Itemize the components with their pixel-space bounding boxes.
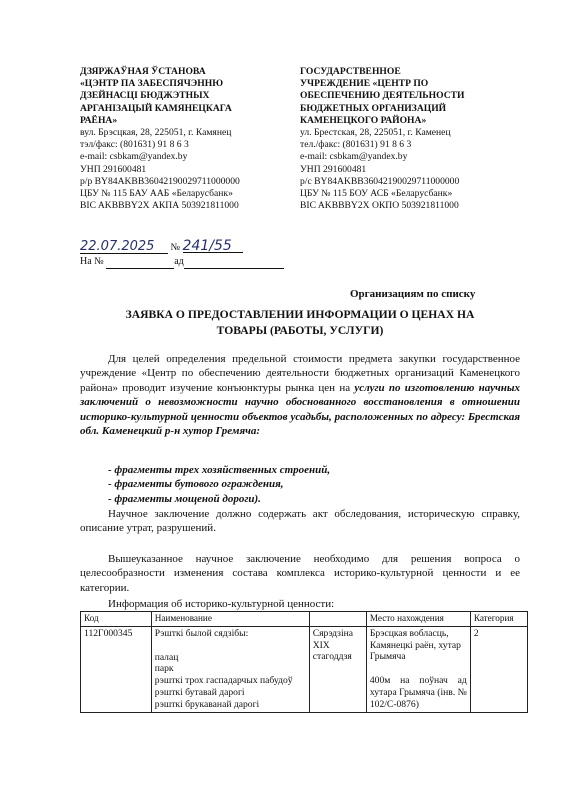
org-line: КАМЕНЕЦКОГО РАЙОНА» [300,114,427,126]
org-line: ОБЕСПЕЧЕНИЮ ДЕЯТЕЛЬНОСТИ [300,90,465,102]
org-line: ГОСУДАРСТВЕННОЕ [300,66,401,77]
table-caption: Информация об историко-культурной ценности: [108,598,335,610]
name-item: рэшткі трох гаспадарчых пабудоў [154,675,293,687]
table-header-row [81,612,528,627]
org-address-ru [300,127,515,212]
cell-category: 2 [470,626,527,712]
email-line: e-mail: csbkam@yandex.by [300,151,408,163]
reference-line [80,256,284,269]
header-code: Код [81,612,152,627]
name-item: рэшткі бутавай дарогі [154,686,245,698]
paragraph-purpose-of-conclusion: Вышеуказанное научное заключение необходимо для решения вопроса о целесообразности изменения состава комплекса историко-культурной ценности и ее категории. [80,553,520,594]
account-line: р/с BY84AKBB36042190029711000000 [300,175,460,187]
location-note: 400м на поўнач ад хутара Грымяча (інв. № 102/С-0876) [369,675,467,710]
cell-period: Сярэдзіна XIX стагоддзя [309,626,366,712]
unp-line: УНП 291600481 [80,163,147,175]
list-item: - фрагменты бутового ограждения, [108,478,284,491]
paragraph-purpose [80,352,520,438]
name-item: палац [154,651,179,663]
paragraph-requirements: Научное заключение должно содержать акт обследования, историческую справку, описание утрат, разрушений. [80,508,520,535]
registration-line [80,240,243,254]
title-line: ТОВАРЫ (РАБОТЫ, УСЛУГИ) [216,324,384,337]
name-item: парк [154,663,174,675]
title-line: ЗАЯВКА О ПРЕДОСТАВЛЕНИИ ИНФОРМАЦИИ О ЦЕНАХ НА [125,308,475,321]
list-item: - фрагменты мощеной дороги). [108,492,261,505]
reference-from-label: ад [174,256,184,267]
header-period [309,612,366,627]
org-address-by [80,127,285,212]
header-name: Наименование [151,612,309,627]
fragments-list [108,463,330,506]
heritage-info-table [80,611,528,713]
cell-code: 112Г000345 [81,626,152,712]
unp-line: УНП 291600481 [300,163,367,175]
header-left [80,66,285,212]
cell-name [151,626,309,712]
org-line: ДЗЯРЖАЎНАЯ ЎСТАНОВА [80,66,206,77]
bank-line: ЦБУ № 115 БАУ ААБ «Беларусбанк» [80,188,233,200]
org-line: БЮДЖЕТНЫХ ОРГАНИЗАЦИЙ [300,102,447,114]
document-title [80,307,520,339]
org-line: ДЗЕЙНАСЦІ БЮДЖЭТНЫХ [80,90,210,102]
bic-line: BIC AKBBBY2X АКПА 503921811000 [80,200,239,212]
address-line: ул. Брестская, 28, 225051, г. Каменец [300,127,451,139]
location-text: Брэсцкая вобласць, Камянецкі раён, хутар Грымяча [369,627,461,663]
registration-number: 241/55 [183,240,243,253]
account-line: р/р BY84AKBB36042190029711000000 [80,175,240,187]
number-label: № [170,242,181,253]
addressee: Организациям по списку [350,288,476,300]
paragraph-text: Для целей определения предельной стоимости предмета закупки государственное учреждение «Центр по обеспечению деятельности бюджетных организаций Каменецкого района» проводит изучение конъюнктуры рынка цен на [80,353,520,394]
registration-date: 22.07.2025 [80,241,168,254]
header-right [300,66,515,212]
reference-label: На № [80,256,104,267]
cell-location [366,626,470,712]
bank-line: ЦБУ № 115 БОУ АСБ «Беларусбанк» [300,188,453,200]
org-name-ru [300,66,515,127]
org-line: УЧРЕЖДЕНИЕ «ЦЕНТР ПО [300,78,429,90]
header-location: Место нахождения [366,612,470,627]
org-line: «ЦЭНТР ПА ЗАБЕСПЯЧЭННЮ [80,78,224,90]
header-category: Категория [470,612,527,627]
org-line: РАЁНА» [80,114,118,126]
name-title: Рэшткі былой сядзібы: [154,627,249,639]
table-row [81,626,528,712]
name-item: рэшткі брукаванай дарогі [154,698,260,710]
org-name-by [80,66,285,127]
org-line: АРГАНІЗАЦЫЙ КАМЯНЕЦКАГА [80,102,232,114]
phone-line: тэл/факс: (801631) 91 8 6 3 [80,139,189,151]
bic-line: BIC AKBBBY2X ОКПО 503921811000 [300,200,459,212]
email-line: e-mail: csbkam@yandex.by [80,151,188,163]
phone-line: тел./факс: (801631) 91 8 6 3 [300,139,412,151]
service-description: услуги по изготовлению научных заключений о невозможности научно обоснованного восстановления в отношении историко-культурной ценности объектов усадьбы, расположенных по адресу: Брестская обл. Каменецкий р-н хутор Гремяча: [80,381,520,438]
address-line: вул. Брэсцкая, 28, 225051, г. Камянец [80,127,232,139]
list-item: - фрагменты трех хозяйственных строений, [108,464,331,476]
